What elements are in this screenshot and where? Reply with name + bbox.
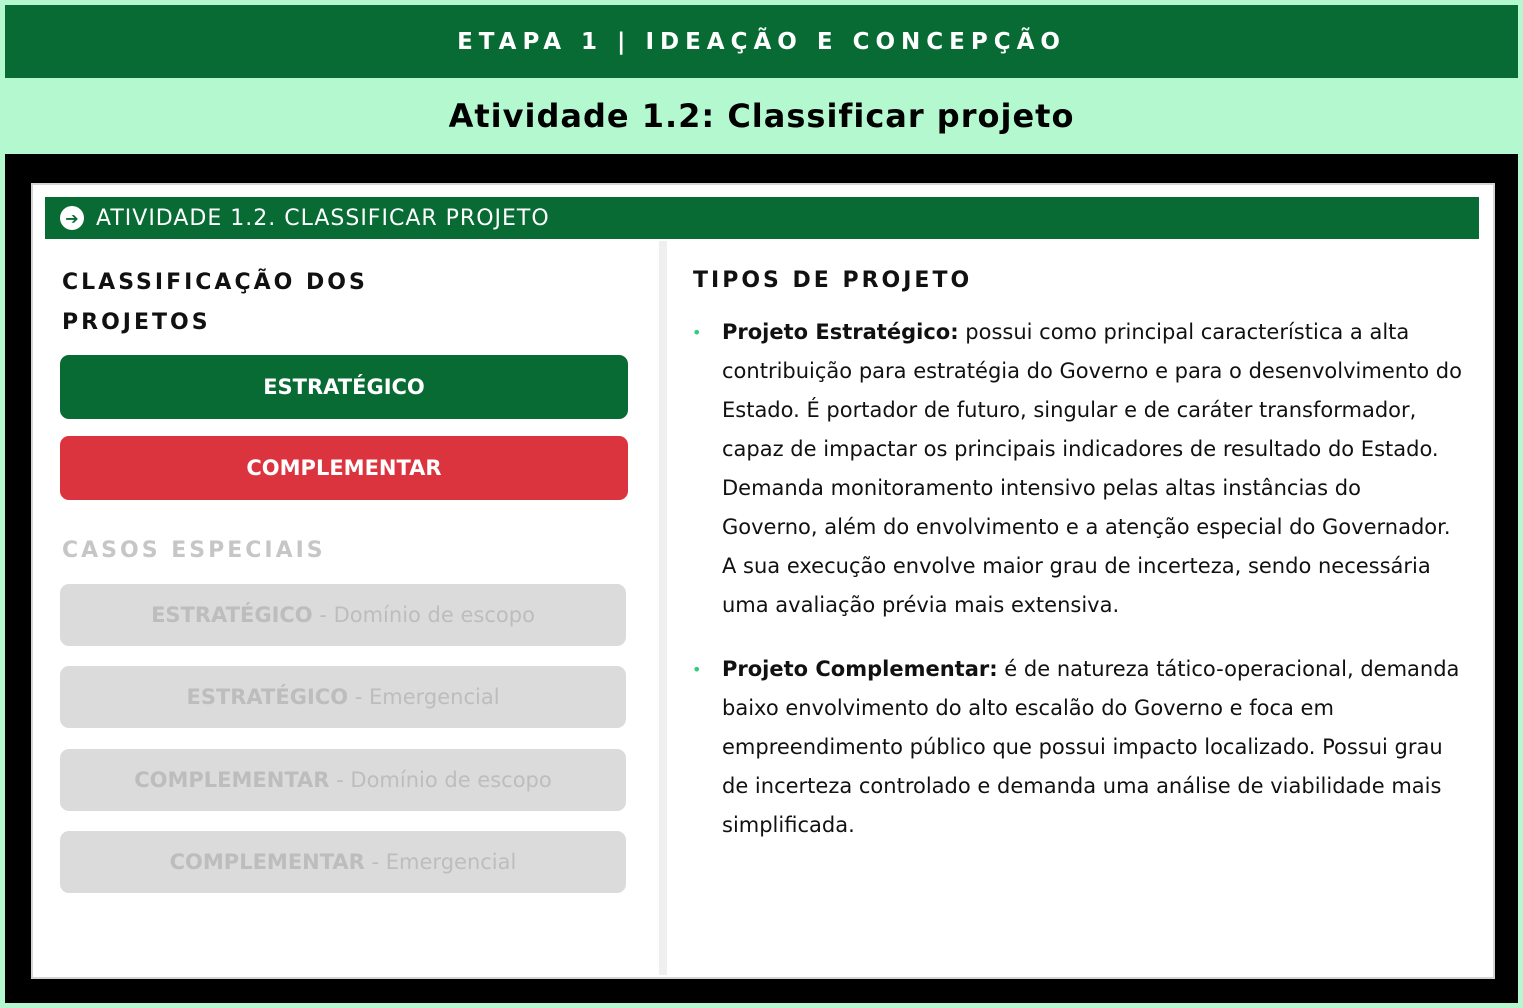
atividade-header (5, 78, 1518, 154)
special-case-complementar-emergencial: COMPLEMENTAR - Emergencial (60, 831, 626, 893)
slide-frame (5, 5, 1518, 1003)
column-divider (659, 241, 667, 975)
special-case-estrategico-dominio: ESTRATÉGICO - Domínio de escopo (60, 584, 626, 646)
activity-panel (31, 183, 1495, 979)
arrow-right-circle-icon: ➔ (60, 206, 84, 230)
etapa-header (5, 5, 1518, 78)
complementar-button[interactable]: COMPLEMENTAR (60, 436, 628, 500)
project-types-list (692, 313, 1462, 845)
estrategico-button[interactable]: ESTRATÉGICO (60, 355, 628, 419)
panel-header (45, 197, 1479, 239)
list-item: • Projeto Estratégico: possui como principal característica a alta contribuição para estratégia do Governo e para o desenvolvimento do Estado. É portador de futuro, singular e de caráter transformador, capaz de impactar os principais indicadores de resultado do Estado. Demanda monitoramento intensivo pelas altas instâncias do Governo, além do envolvimento e a atenção especial do Governador. A sua execução envolve maior grau de incerteza, sendo necessária uma avaliação prévia mais extensiva. (692, 313, 1462, 625)
project-types-title: TIPOS DE PROJETO (693, 268, 973, 293)
classification-column (33, 241, 659, 975)
special-cases-title: CASOS ESPECIAIS (62, 538, 326, 563)
classification-title: CLASSIFICAÇÃO DOS PROJETOS (62, 270, 368, 335)
etapa-title: ETAPA 1 | IDEAÇÃO E CONCEPÇÃO (457, 28, 1066, 55)
bullet-icon: • (692, 660, 702, 679)
project-types-column (667, 241, 1493, 975)
special-case-complementar-dominio: COMPLEMENTAR - Domínio de escopo (60, 749, 626, 811)
atividade-title: Atividade 1.2: Classificar projeto (448, 97, 1075, 135)
special-case-estrategico-emergencial: ESTRATÉGICO - Emergencial (60, 666, 626, 728)
list-item: • Projeto Complementar: é de natureza tático-operacional, demanda baixo envolvimento do alto escalão do Governo e foca em empreendimento público que possui impacto localizado. Possui grau de incerteza controlado e demanda uma análise de viabilidade mais simplificada. (692, 650, 1462, 845)
panel-title: ATIVIDADE 1.2. CLASSIFICAR PROJETO (96, 205, 550, 231)
bullet-icon: • (692, 323, 702, 342)
